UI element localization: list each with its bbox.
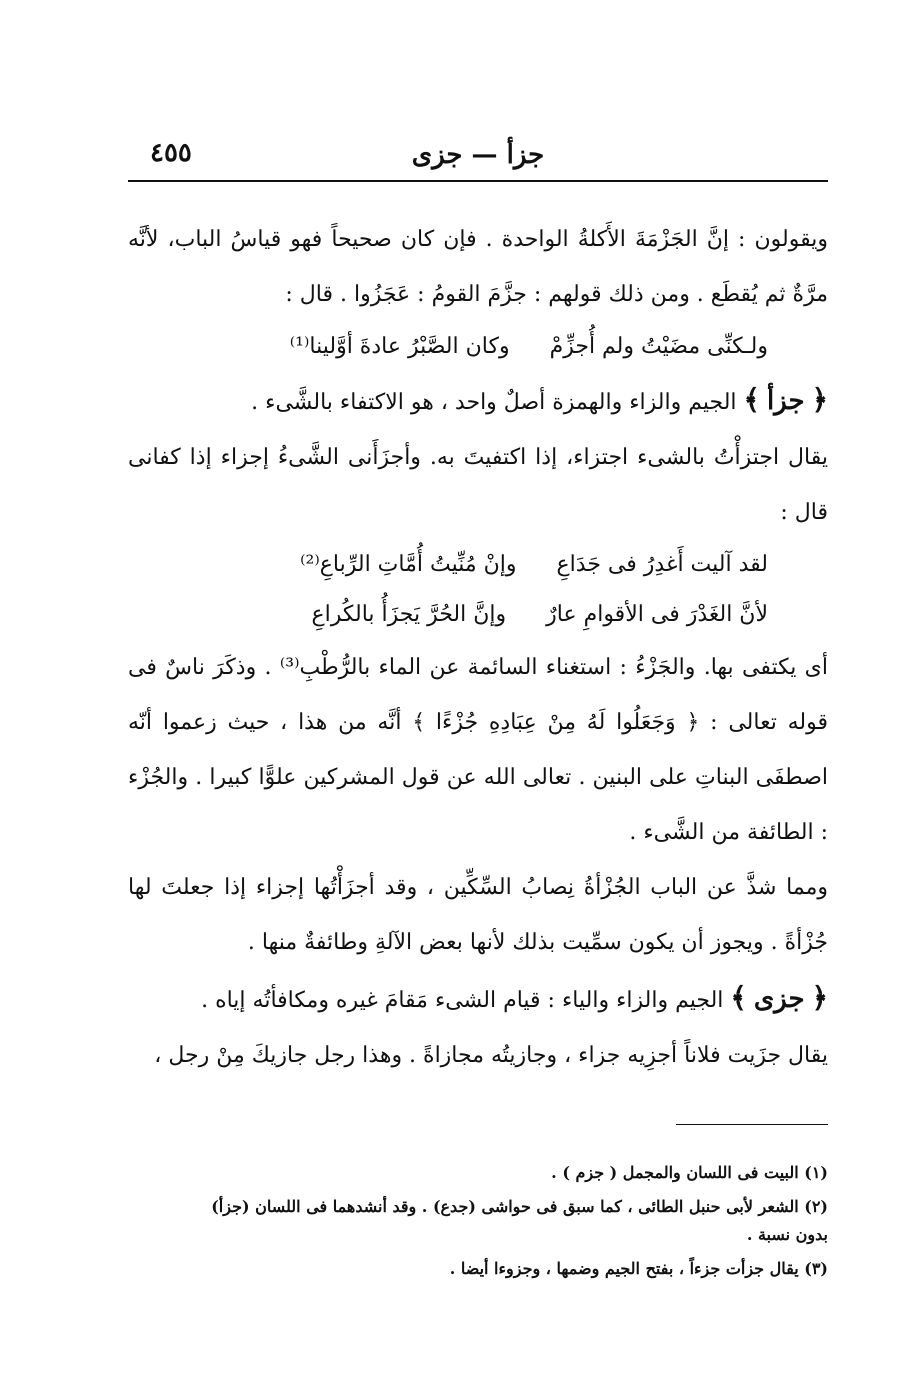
footnote-rule — [676, 1124, 828, 1125]
verse-2-line-2-first: لأنَّ الغَدْرَ فى الأقوامِ عارٌ — [546, 602, 768, 627]
page-header — [128, 134, 828, 178]
entry-jaza-definition: الجيم والزاء والهمزة أصلٌ واحد ، هو الاكتفاء بالشَّىء . — [251, 390, 737, 415]
entry-jaza-ya — [128, 970, 828, 1028]
verse-2-line-1-first: لقد آليت أَغدِرُ فى جَدَاعِ — [556, 552, 768, 577]
verse-1 — [128, 322, 828, 372]
entry-jaza-ya-definition: الجيم والزاء والياء : قيام الشىء مَقامَ غيره ومكافأتُه إياه . — [201, 988, 724, 1013]
footnote-1: (١) البيت فى اللسان والمجمل ( جزم ) . — [551, 1163, 828, 1182]
paragraph-2: يقال اجتزأْتُ بالشىء اجتزاء، إذا اكتفيتَ به. وأجزَأَنى الشَّىءُ إجزاء إذا كفانى قال : — [128, 445, 828, 525]
page-number: ٤٥٥ — [150, 138, 192, 168]
entry-jaza-close-bracket: ﴾ — [743, 383, 760, 416]
footnote-2-continuation: بدون نسبة . — [746, 1225, 828, 1244]
footnotes — [128, 1156, 828, 1286]
verse-1-first-hemistich: ولـكنِّى مضَيْتُ ولم أُجزِّمْ — [549, 334, 768, 359]
verse-2-line-2 — [128, 590, 828, 640]
paragraph-1: ويقولون : إنَّ الجَزْمَةَ الأَكلةُ الواحدة . فإن كان صحيحاً فهو قياسُ الباب، لأنَّه مرَّةٌ ثم يُقطَع . ومن ذلك قولهم : جزَّمَ القومُ : عَجَزُوا . قال : — [128, 227, 828, 307]
entry-jaza-ya-close-bracket: ﴾ — [730, 981, 747, 1014]
entry-jaza-open-bracket: ﴿ — [811, 383, 828, 416]
entry-jaza-headword: جزأ — [766, 386, 805, 416]
footnote-3: (٣) يقال جزأت جزءاً ، بفتح الجيم وضمها ، وجزوءا أيضا . — [449, 1259, 828, 1278]
header-rule — [128, 180, 828, 182]
paragraph-3: أى يكتفى بها. والجَزْءُ : استغناء السائمة عن الماء بالرُّطْبِ⁽³⁾ . وذكَرَ ناسٌ فى قوله تعالى : ﴿ وَجَعَلُوا لَهُ مِنْ عِبَادِهِ جُزْءًا ﴾ أنَّه من هذا ، حيث زعموا أنّه اصطفَى البناتِ على البنين . تعالى الله عن قول المشركين علوًّا كبيرا . والجُزْء : الطائفة من الشَّىء . — [128, 655, 828, 845]
entry-jaza-ya-headword: جزى — [753, 984, 805, 1014]
paragraph-5: يقال جزَيت فلاناً أجزِيه جزاء ، وجازيتُه مجازاةً . وهذا رجل جازيكَ مِنْ رجل ، — [154, 1043, 828, 1068]
verse-2-line-2-second: وإنَّ الحُرَّ يَجزَأُ بالكُراعِ — [311, 602, 507, 627]
verse-1-second-hemistich: وكان الصَّبْرُ عادةَ أوَّلينا⁽¹⁾ — [289, 334, 510, 359]
main-text — [128, 212, 828, 1083]
running-title: جزأ — جزى — [411, 140, 545, 170]
entry-jaza — [128, 372, 828, 430]
verse-2-line-1-second: وإنْ مُنِّيتُ أُمَّاتِ الرِّباعِ⁽²⁾ — [300, 552, 517, 577]
footnote-2: (٢) الشعر لأبى حنبل الطائى ، كما سبق فى حواشى (جدع) . وقد أنشدهما فى اللسان (جزأ) — [211, 1197, 828, 1216]
entry-jaza-ya-open-bracket: ﴿ — [811, 981, 828, 1014]
verse-2-line-1 — [128, 540, 828, 590]
paragraph-4: ومما شذَّ عن الباب الجُزْأةُ نِصابُ السِّكِّين ، وقد أجزَأْتُها إجزاء إذا جعلتَ لها جُزْأةً . ويجوز أن يكون سمِّيت بذلك لأنها بعض الآلةِ وطائفةٌ منها . — [128, 875, 828, 955]
